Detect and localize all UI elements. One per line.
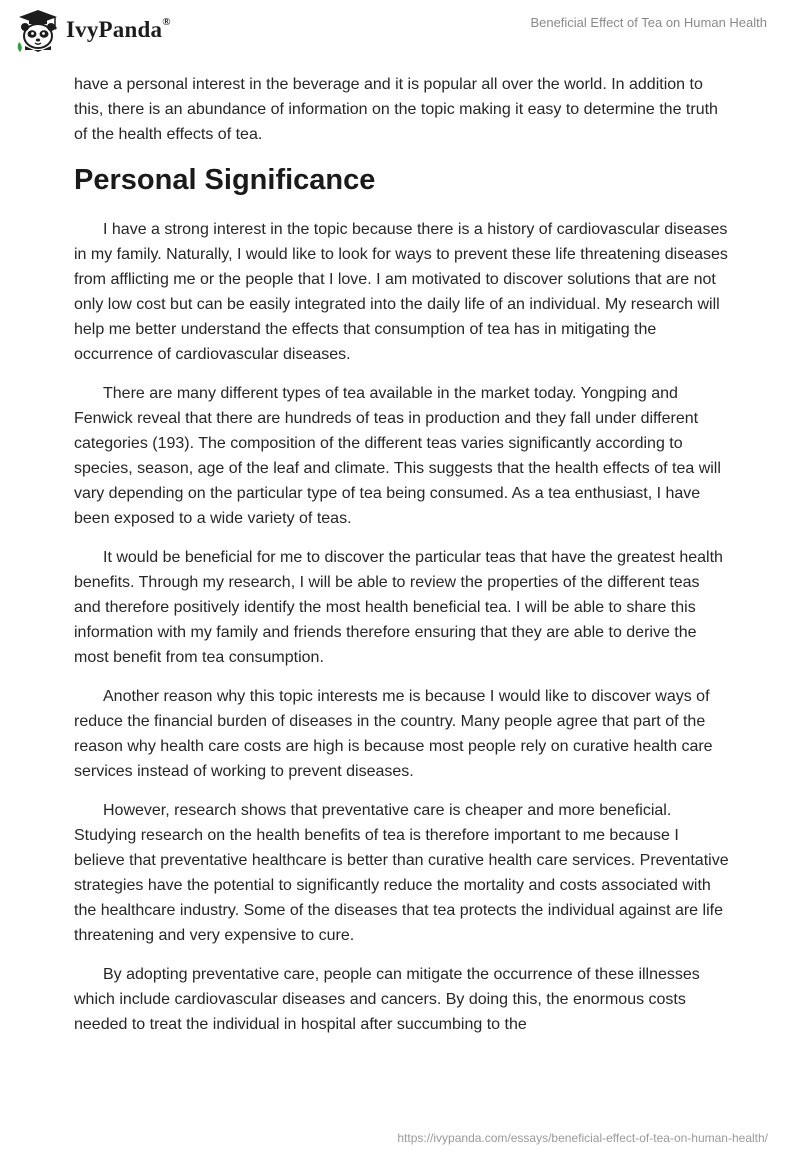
panda-graduate-icon [16,8,60,52]
body-paragraph: By adopting preventative care, people can mitigate the occurrence of these illnesses which include cardiovascular diseases and cancers. By doing this, the enormous costs needed to treat the individual in hospital after succumbing to the [74,966,700,1033]
essay-body [74,72,730,1051]
body-paragraph: Another reason why this topic interests me is because I would like to discover ways of reduce the financial burden of diseases in the country. Many people agree that part of the reason why health care costs are high is because most people rely on curative health care services instead of working to prevent diseases. [74,688,713,780]
intro-paragraph: have a personal interest in the beverage and it is popular all over the world. In addition to this, there is an abundance of information on the topic making it easy to determine the truth of the health effects of tea. [74,76,718,143]
body-paragraph: It would be beneficial for me to discover the particular teas that have the greatest health benefits. Through my research, I will be able to review the properties of the different teas and therefore positively identify the most health beneficial tea. I will be able to share this information with my family and friends therefore ensuring that they are able to derive the most benefit from tea consumption. [74,549,723,666]
body-paragraph: I have a strong interest in the topic because there is a history of cardiovascular diseases in my family. Naturally, I would like to look for ways to prevent these life threatening diseases from afflicting me or the people that I love. I am motivated to discover solutions that are not only low cost but can be easily integrated into the daily life of an individual. My research will help me better understand the effects that consumption of tea has in mitigating the occurrence of cardiovascular diseases. [74,221,728,363]
body-paragraph: However, research shows that preventative care is cheaper and more beneficial. Studying research on the health benefits of tea is therefore important to me because I believe that preventative healthcare is better than curative health care services. Preventative strategies have the potential to significantly reduce the mortality and costs associated with the healthcare industry. Some of the diseases that tea protects the individual against are life threatening and very expensive to cure. [74,802,729,944]
brand-logo[interactable] [16,8,171,52]
brand-name: IvyPanda® [66,16,171,42]
registered-mark: ® [162,16,171,29]
body-paragraph: There are many different types of tea available in the market today. Yongping and Fenwick reveal that there are hundreds of teas in production and they fall under different categories (193). The composition of the different teas varies significantly according to species, season, age of the leaf and climate. This suggests that the health effects of tea will vary depending on the particular type of tea being consumed. As a tea enthusiast, I have been exposed to a wide variety of teas. [74,385,721,527]
document-title: Beneficial Effect of Tea on Human Health [530,15,767,30]
section-heading: Personal Significance [74,164,376,196]
source-url[interactable]: https://ivypanda.com/essays/beneficial-effect-of-tea-on-human-health/ [397,1131,768,1145]
page-header [0,0,800,66]
